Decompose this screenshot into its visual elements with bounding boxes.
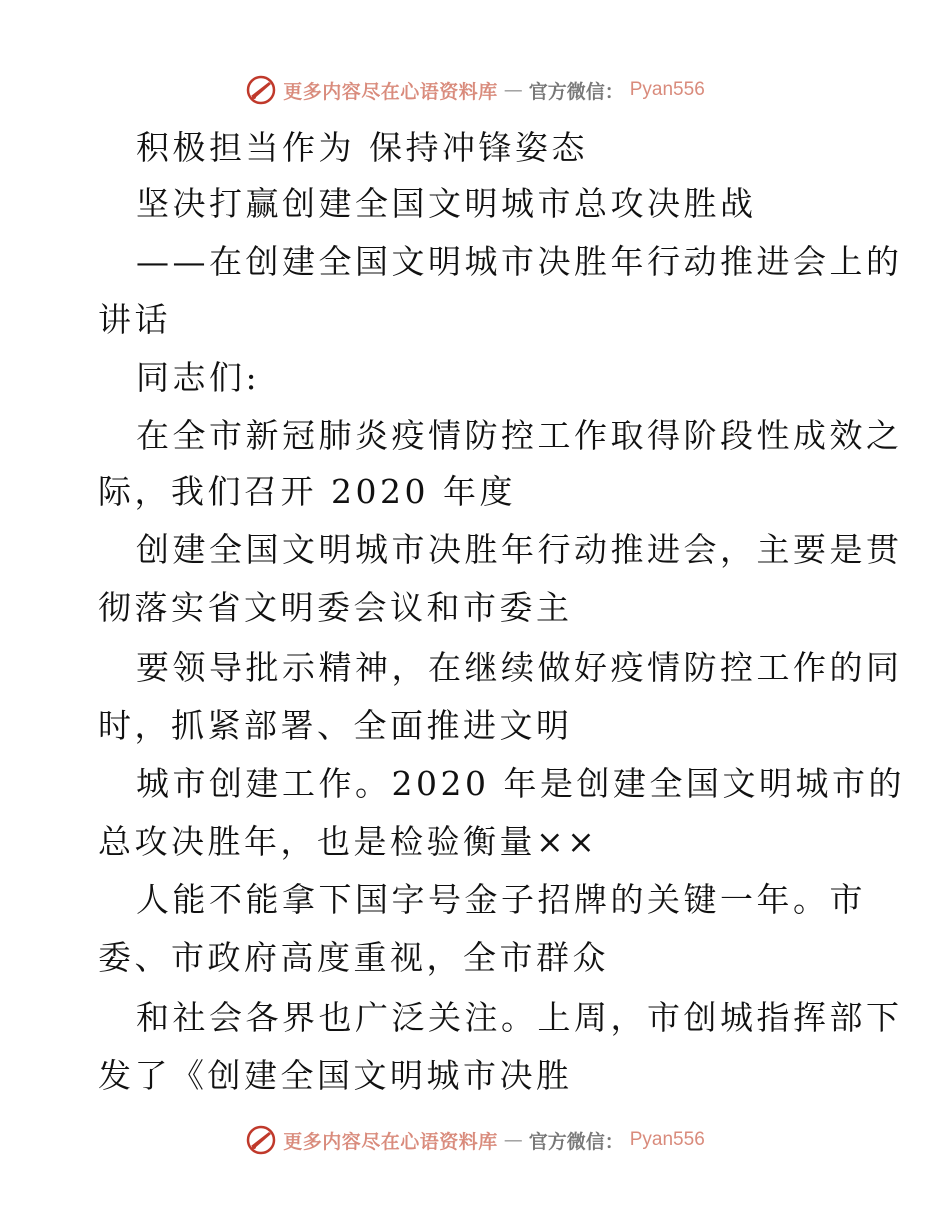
document-title-line-2: 坚决打赢创建全国文明城市总攻决胜战 <box>136 184 757 223</box>
paragraph-line: 委、市政府高度重视，全市群众 <box>98 938 609 977</box>
watermark-separator: — <box>503 1129 523 1151</box>
paragraph-line: 要领导批示精神，在继续做好疫情防控工作的同 <box>136 648 903 687</box>
document-subtitle-line-2: 讲话 <box>98 300 171 339</box>
footer-watermark <box>0 1120 950 1160</box>
watermark-brand-text: 更多内容尽在心语资料库 <box>283 1130 498 1153</box>
paragraph-line: 彻落实省文明委会议和市委主 <box>98 588 573 627</box>
paragraph-line: 际，我们召开 2020 年度 <box>98 472 516 511</box>
document-title-line-1: 积极担当作为 保持冲锋姿态 <box>136 128 588 167</box>
watermark-brand-text: 更多内容尽在心语资料库 <box>283 80 498 103</box>
paragraph-line: 和社会各界也广泛关注。上周，市创城指挥部下 <box>136 998 903 1037</box>
paragraph-line: 人能不能拿下国字号金子招牌的关键一年。市 <box>136 880 866 919</box>
paragraph-line: 城市创建工作。2020 年是创建全国文明城市的 <box>136 764 905 803</box>
quill-pen-icon <box>245 1124 277 1156</box>
document-subtitle-line-1: ——在创建全国文明城市决胜年行动推进会上的 <box>136 242 903 281</box>
watermark-separator: — <box>503 79 523 101</box>
paragraph-line: 时，抓紧部署、全面推进文明 <box>98 706 573 745</box>
watermark-official-label: 官方微信： <box>528 80 624 103</box>
watermark-wechat-id: Pyan556 <box>629 79 705 100</box>
watermark-official-label: 官方微信： <box>528 1130 624 1153</box>
paragraph-line: 创建全国文明城市决胜年行动推进会，主要是贯 <box>136 530 903 569</box>
watermark-wechat-id: Pyan556 <box>629 1129 705 1150</box>
paragraph-line: 在全市新冠肺炎疫情防控工作取得阶段性成效之 <box>136 416 903 455</box>
quill-pen-icon <box>245 74 277 106</box>
paragraph-line: 发了《创建全国文明城市决胜 <box>98 1056 573 1095</box>
header-watermark <box>0 70 950 110</box>
paragraph-line: 总攻决胜年，也是检验衡量×× <box>98 822 599 861</box>
document-salutation: 同志们: <box>136 358 261 397</box>
